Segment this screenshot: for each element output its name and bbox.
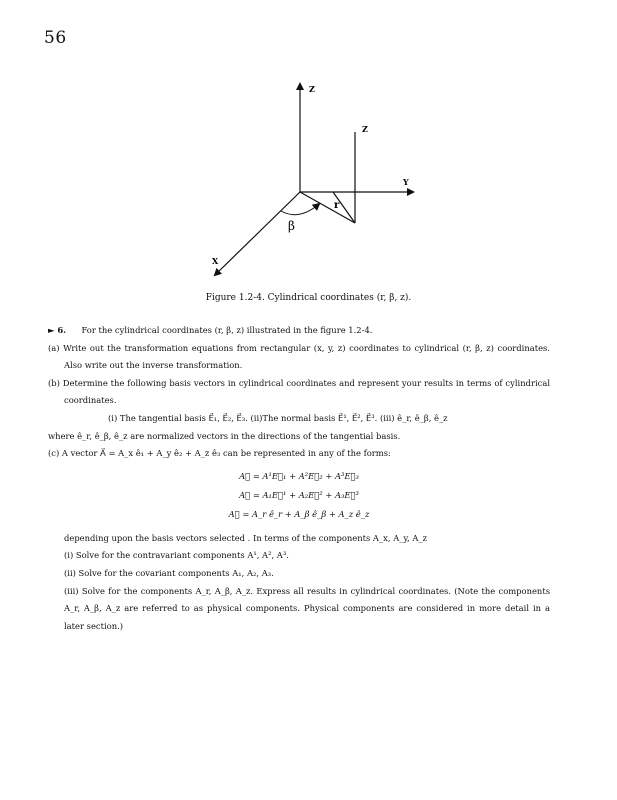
problem-intro-text: For the cylindrical coordinates (r, β, z) illustrated in the figure 1.2-4. [81, 325, 373, 335]
subpart-ii: (ii) Solve for the covariant components A₁, A₂, A₃. [64, 567, 274, 578]
figure-diagram [195, 75, 435, 285]
depending-text: depending upon the basis vectors selected . In terms of the components A_x, A_y, A_z [64, 532, 428, 543]
part-a: (a) Write out the transformation equations from rectangular (x, y, z) coordinates to cylindrical (r, β, z) coordinates. Also write out the inverse transformation. [48, 342, 550, 371]
beta-label: β [288, 219, 295, 233]
problem-text [48, 322, 550, 635]
part-b-where: where ê_r, ê_β, ê_z are normalized vectors in the directions of the tangential basis. [48, 430, 401, 441]
z-height-label: Z [362, 124, 368, 134]
equation-normal: A⃗ = A₁E⃗¹ + A₂E⃗² + A₃E⃗³ [239, 489, 359, 500]
r-line [300, 192, 355, 223]
part-c: (c) A vector A⃗ = A_x ê₁ + A_y ê₂ + A_z ê₃ can be represented in any of the forms: [48, 448, 391, 459]
x-axis [215, 192, 300, 275]
page-number: 56 [44, 28, 67, 48]
y-axis-label: Y [403, 177, 409, 187]
z-axis-label: Z [309, 84, 315, 94]
subpart-iii: (iii) Solve for the components A_r, A_β, A_z. Express all results in cylindrical coordinates. (Note the components A_r, A_β, A_z are referred to as physical components. Physical components are considered in more detail in a later section.) [64, 585, 550, 631]
problem-number: ► 6. [48, 325, 67, 335]
x-axis-label: X [212, 256, 219, 266]
equation-physical: A⃗ = A_r ê_r + A_β ê_β + A_z ê_z [228, 508, 370, 519]
figure-caption: Figure 1.2-4. Cylindrical coordinates (r, β, z). [205, 293, 412, 303]
part-b-items: (i) The tangential basis E⃗₁, E⃗₂, E⃗₃. (ii)The normal basis E⃗¹, E⃗², E⃗³. (iii) ê_r, ê_β, ê_z [108, 412, 448, 423]
problem-intro [48, 322, 550, 340]
part-b: (b) Determine the following basis vectors in cylindrical coordinates and represent your results in terms of cylindrical coordinates. [48, 377, 550, 406]
equation-tangential: A⃗ = A¹E⃗₁ + A²E⃗₂ + A³E⃗₃ [239, 470, 359, 481]
equation-block [48, 467, 550, 524]
r-label: r [334, 200, 340, 211]
cylindrical-coordinates-figure [195, 75, 435, 285]
subpart-i: (i) Solve for the contravariant components A¹, A², A³. [64, 550, 289, 561]
